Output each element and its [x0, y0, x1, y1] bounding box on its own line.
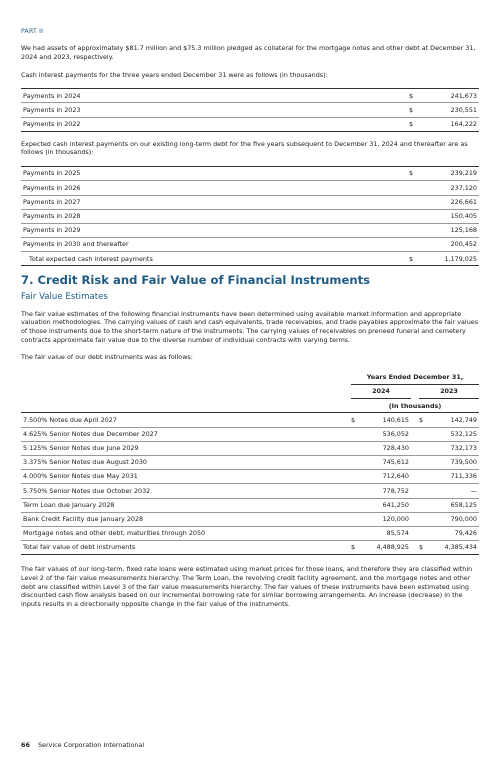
value-2024: 120,000	[361, 512, 411, 526]
column-gap	[411, 484, 419, 498]
row-amount: 125,168	[419, 223, 479, 237]
period-header: Years Ended December 31,	[351, 371, 479, 385]
row-label: 3.375% Senior Notes due August 2030	[21, 455, 351, 469]
row-amount: 164,222	[419, 117, 479, 131]
document-page	[21, 28, 479, 618]
page-number: 66	[21, 741, 30, 749]
currency-symbol: $	[409, 89, 419, 103]
row-label: Payments in 2029	[21, 223, 409, 237]
value-2024: 140,615	[361, 413, 411, 427]
currency-symbol	[351, 512, 361, 526]
row-label: Bank Credit Facility due January 2028	[21, 512, 351, 526]
currency-symbol: $	[419, 413, 429, 427]
table-row	[21, 103, 479, 117]
expected-payments-table	[21, 166, 479, 266]
row-amount: 241,673	[419, 89, 479, 103]
table-row	[21, 512, 479, 526]
column-gap	[411, 413, 419, 427]
cash-interest-table	[21, 88, 479, 132]
currency-symbol: $	[409, 167, 419, 181]
row-label: 5.750% Senior Notes due October 2032	[21, 484, 351, 498]
row-amount: 150,405	[419, 209, 479, 223]
currency-symbol: $	[409, 103, 419, 117]
currency-symbol: $	[409, 252, 419, 266]
table-row	[21, 427, 479, 441]
table-row	[21, 498, 479, 512]
value-2023: 79,426	[429, 526, 479, 540]
currency-symbol: $	[351, 413, 361, 427]
row-amount: 237,120	[419, 181, 479, 195]
section-subheading: Fair Value Estimates	[21, 292, 108, 303]
row-amount: 230,551	[419, 103, 479, 117]
currency-symbol	[419, 470, 429, 484]
value-2024: 778,752	[361, 484, 411, 498]
currency-symbol	[419, 427, 429, 441]
row-label: 5.125% Senior Notes due June 2029	[21, 441, 351, 455]
total-label: Total expected cash interest payments	[21, 252, 409, 266]
row-label: Total fair value of debt instruments	[21, 541, 351, 555]
value-2024: 712,640	[361, 470, 411, 484]
currency-symbol: $	[409, 117, 419, 131]
table-row	[21, 470, 479, 484]
column-gap	[411, 526, 419, 540]
row-label: Mortgage notes and other debt, maturities through 2050	[21, 526, 351, 540]
column-gap	[411, 441, 419, 455]
section-heading: 7. Credit Risk and Fair Value of Financial Instruments	[21, 273, 371, 288]
currency-symbol	[419, 441, 429, 455]
page-footer	[21, 741, 144, 750]
value-2023: 658,125	[429, 498, 479, 512]
company-name: Service Corporation International	[37, 741, 145, 749]
row-label: 4.000% Senior Notes due May 2031	[21, 470, 351, 484]
table-row	[21, 526, 479, 540]
currency-symbol	[351, 427, 361, 441]
row-amount: 200,452	[419, 238, 479, 252]
currency-symbol	[419, 484, 429, 498]
column-gap	[411, 512, 419, 526]
row-label: Payments in 2025	[21, 167, 409, 181]
table-header-row	[21, 399, 479, 413]
value-2024: 536,052	[361, 427, 411, 441]
currency-symbol	[351, 455, 361, 469]
row-label: Term Loan due January 2028	[21, 498, 351, 512]
part-label: PART II	[21, 28, 44, 35]
value-2023: 790,000	[429, 512, 479, 526]
currency-symbol	[419, 512, 429, 526]
row-label: Payments in 2030 and thereafter	[21, 238, 409, 252]
table-row	[21, 167, 479, 181]
cash-interest-intro: Cash interest payments for the three years ended December 31 were as follows (in thousands):	[21, 70, 328, 79]
value-2023: 142,749	[429, 413, 479, 427]
value-2023: 711,336	[429, 470, 479, 484]
currency-symbol	[419, 455, 429, 469]
table-row	[21, 209, 479, 223]
currency-symbol	[419, 526, 429, 540]
column-gap	[411, 427, 419, 441]
units-header: (In thousands)	[351, 399, 479, 413]
row-label: Payments in 2026	[21, 181, 409, 195]
column-gap	[411, 541, 419, 555]
currency-symbol	[419, 498, 429, 512]
currency-symbol	[409, 238, 419, 252]
year-2023-header: 2023	[419, 385, 479, 399]
value-2024: 85,574	[361, 526, 411, 540]
currency-symbol	[409, 181, 419, 195]
table-row	[21, 238, 479, 252]
currency-symbol	[409, 209, 419, 223]
value-2024: 728,430	[361, 441, 411, 455]
value-2023: 532,125	[429, 427, 479, 441]
table-row	[21, 117, 479, 131]
table-row	[21, 441, 479, 455]
row-label: 7.500% Notes due April 2027	[21, 413, 351, 427]
year-2024-header: 2024	[351, 385, 411, 399]
value-2024: 641,250	[361, 498, 411, 512]
value-2023: —	[429, 484, 479, 498]
currency-symbol	[351, 441, 361, 455]
table-row	[21, 89, 479, 103]
value-2023: 739,500	[429, 455, 479, 469]
value-2023: 4,385,434	[429, 541, 479, 555]
column-gap	[411, 470, 419, 484]
total-row	[21, 252, 479, 266]
value-2024: 745,612	[361, 455, 411, 469]
column-gap	[411, 498, 419, 512]
table-row	[21, 195, 479, 209]
expected-payments-intro: Expected cash interest payments on our existing long-term debt for the five years subsequent to December 31, 2024 and thereafter are as follows (in thousands):	[21, 139, 468, 157]
row-label: 4.625% Senior Notes due December 2027	[21, 427, 351, 441]
row-label: Payments in 2022	[21, 117, 409, 131]
debt-fair-value-table	[21, 371, 479, 555]
pledged-paragraph: We had assets of approximately $81.7 million and $75.3 million pledged as collateral for the mortgage notes and other debt at December 31, 2024 and 2023, respectively.	[21, 44, 476, 61]
row-label: Payments in 2028	[21, 209, 409, 223]
table-header-row	[21, 385, 479, 399]
table-row	[21, 413, 479, 427]
currency-symbol	[351, 526, 361, 540]
currency-symbol: $	[351, 541, 361, 555]
table-row	[21, 484, 479, 498]
row-amount: 239,219	[419, 167, 479, 181]
currency-symbol	[409, 195, 419, 209]
row-label: Payments in 2023	[21, 103, 409, 117]
currency-symbol	[351, 498, 361, 512]
currency-symbol: $	[419, 541, 429, 555]
table-header-row	[21, 371, 479, 385]
table-row	[21, 181, 479, 195]
debt-intro-paragraph: The fair value of our debt instruments was as follows:	[21, 353, 193, 362]
total-row	[21, 541, 479, 555]
value-2023: 732,173	[429, 441, 479, 455]
fair-value-paragraph: The fair value estimates of the following financial instruments have been determined using available market information and appropriate valuation methodologies. The carrying values of cash and cash equivalents, trade receivables, and trade payables approximate the fair values of those instruments due to the short-term nature of the instruments. The carrying values of receivables on preneed funeral and cemetery contracts approximate fair value due to the diverse number of individual contracts with varying terms.	[21, 309, 479, 344]
column-gap	[411, 455, 419, 469]
total-amount: 1,179,025	[419, 252, 479, 266]
row-label: Payments in 2027	[21, 195, 409, 209]
row-label: Payments in 2024	[21, 89, 409, 103]
fair-value-levels-paragraph: The fair values of our long-term, fixed rate loans were estimated using market prices for those loans, and therefore they are classified within Level 2 of the fair value measurements hierarchy. The Term Loan, the revolving credit facility agreement, and the mortgage notes and other debt are classified within Level 3 of the fair value measurements hierarchy. The fair values of these instruments have been estimated using discounted cash flow analysis based on our incremental borrowing rate for similar borrowing arrangements. An increase (decrease) in the inputs results in a directionally opposite change in the fair value of the instruments.	[21, 565, 473, 608]
currency-symbol	[351, 484, 361, 498]
row-amount: 226,661	[419, 195, 479, 209]
currency-symbol	[351, 470, 361, 484]
currency-symbol	[409, 223, 419, 237]
value-2024: 4,488,925	[361, 541, 411, 555]
table-row	[21, 455, 479, 469]
table-row	[21, 223, 479, 237]
